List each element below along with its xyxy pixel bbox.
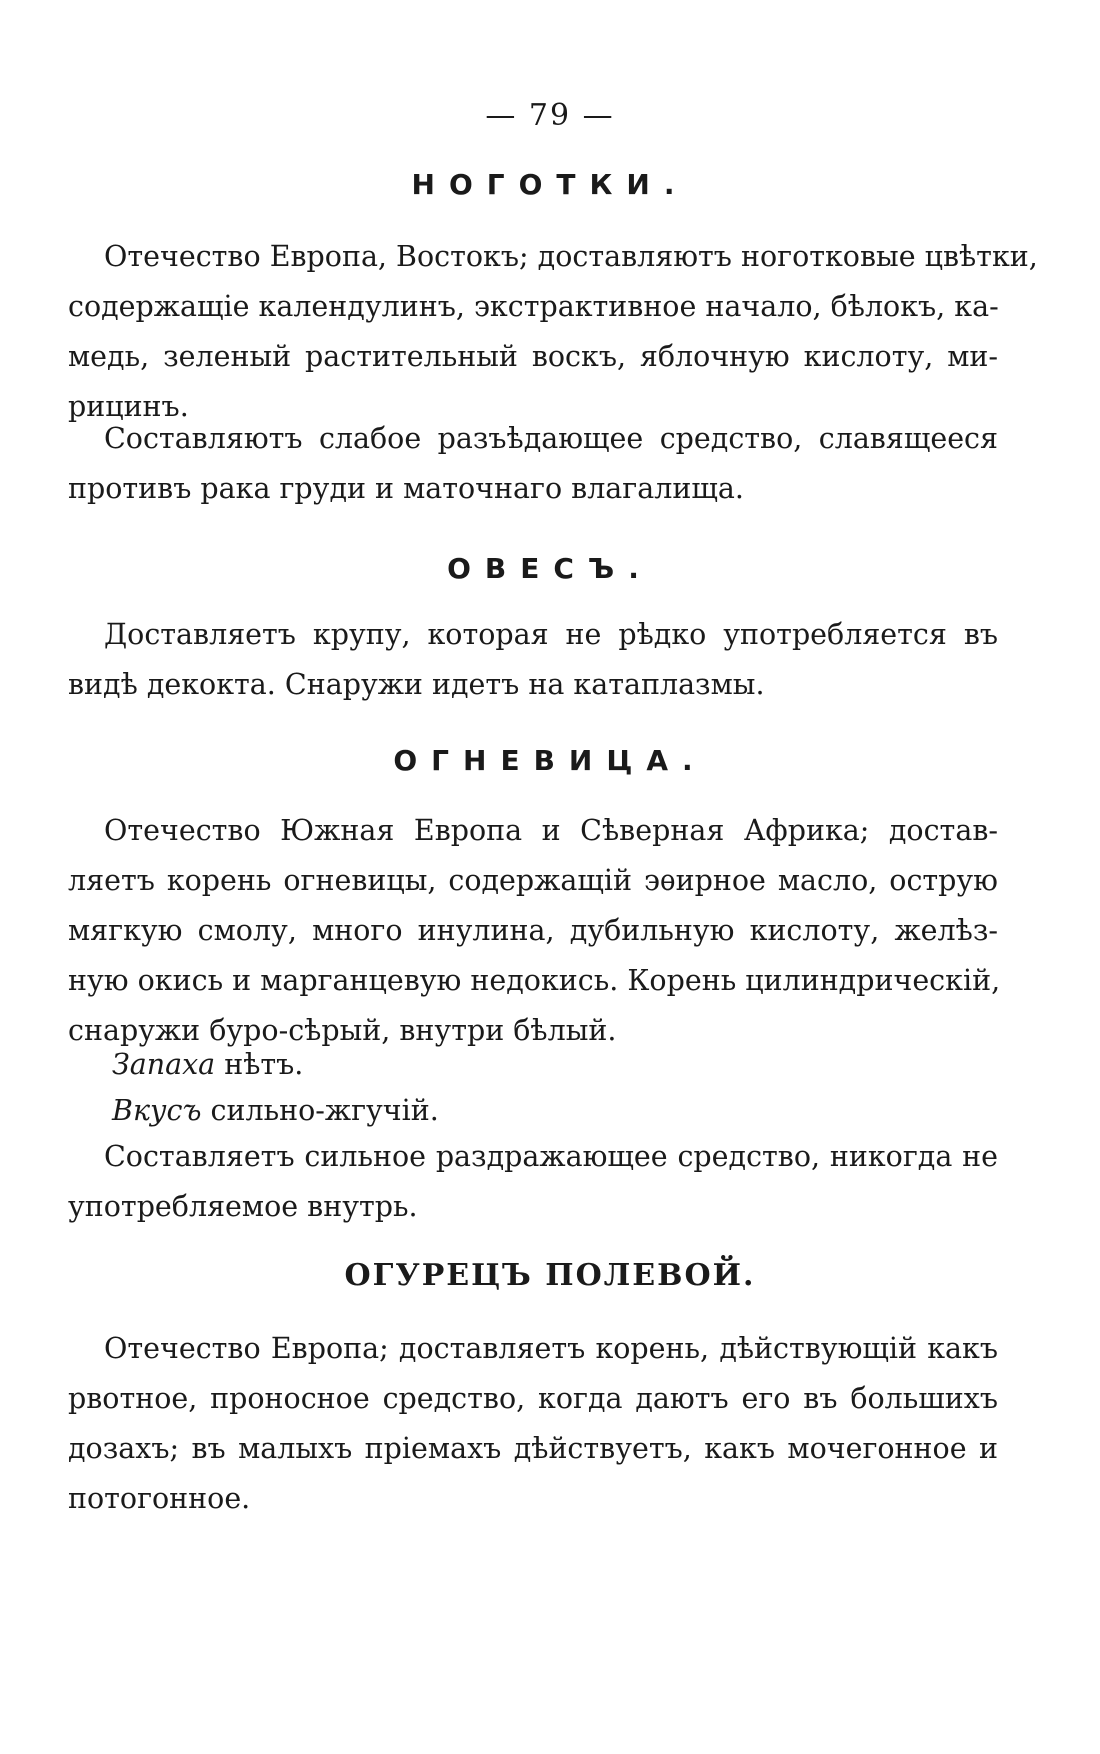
taste-line: [112, 1086, 439, 1136]
taste-label: Вкусъ: [112, 1094, 202, 1127]
smell-text: нѣтъ.: [215, 1048, 304, 1081]
paragraph-ogurets-1: [68, 1324, 998, 1524]
text-line: Отечество Южная Европа и Сѣверная Африка; достав-: [104, 814, 998, 847]
paragraph-nogotki-2: [68, 414, 998, 514]
section-title-oves: ОВЕСЪ.: [447, 552, 653, 585]
section-title-ogurets: ОГУРЕЦЪ ПОЛЕВОЙ.: [344, 1258, 756, 1293]
text-line: содержащіе календулинъ, экстрактивное начало, бѣлокъ, ка-: [68, 290, 999, 323]
smell-label: Запаха: [112, 1048, 216, 1081]
text-line: потогонное.: [68, 1482, 251, 1515]
paragraph-nogotki-1: [68, 232, 1038, 432]
page-number: — 79 —: [485, 98, 615, 133]
text-line: мягкую смолу, много инулина, дубильную кислоту, желѣз-: [68, 914, 998, 947]
text-line: Отечество Европа; доставляетъ корень, дѣйствующій какъ: [104, 1332, 998, 1365]
text-line: дозахъ; въ малыхъ пріемахъ дѣйствуетъ, какъ мочегонное и: [68, 1432, 998, 1465]
text-line: рвотное, проносное средство, когда даютъ его въ большихъ: [68, 1382, 998, 1415]
text-line: Отечество Европа, Востокъ; доставляютъ ноготковые цвѣтки,: [104, 240, 1038, 273]
smell-line: [112, 1040, 303, 1090]
text-line: рицинъ.: [68, 390, 189, 423]
text-line: ляетъ корень огневицы, содержащій эѳирное масло, острую: [68, 864, 998, 897]
section-title-nogotki: НОГОТКИ.: [411, 168, 689, 201]
text-line: употребляемое внутрь.: [68, 1190, 418, 1223]
taste-text: сильно-жгучій.: [201, 1094, 439, 1127]
paragraph-oves-1: [68, 610, 998, 710]
paragraph-ognevitsa-2: [68, 1132, 998, 1232]
text-line: противъ рака груди и маточнаго влагалища.: [68, 472, 744, 505]
paragraph-ognevitsa-1: [68, 806, 1001, 1056]
text-line: видѣ декокта. Снаружи идетъ на катаплазмы.: [68, 668, 765, 701]
text-line: медь, зеленый растительный воскъ, яблочную кислоту, ми-: [68, 340, 998, 373]
text-line: Доставляетъ крупу, которая не рѣдко употребляется въ: [104, 618, 998, 651]
text-line: снаружи буро-сѣрый, внутри бѣлый.: [68, 1014, 617, 1047]
text-line: Составляютъ слабое разъѣдающее средство, славящееся: [104, 422, 998, 455]
text-line: ную окись и марганцевую недокись. Корень цилиндрическій,: [68, 964, 1001, 997]
section-title-ognevitsa: ОГНЕВИЦА.: [393, 744, 707, 777]
text-line: Составляетъ сильное раздражающее средство, никогда не: [104, 1140, 998, 1173]
